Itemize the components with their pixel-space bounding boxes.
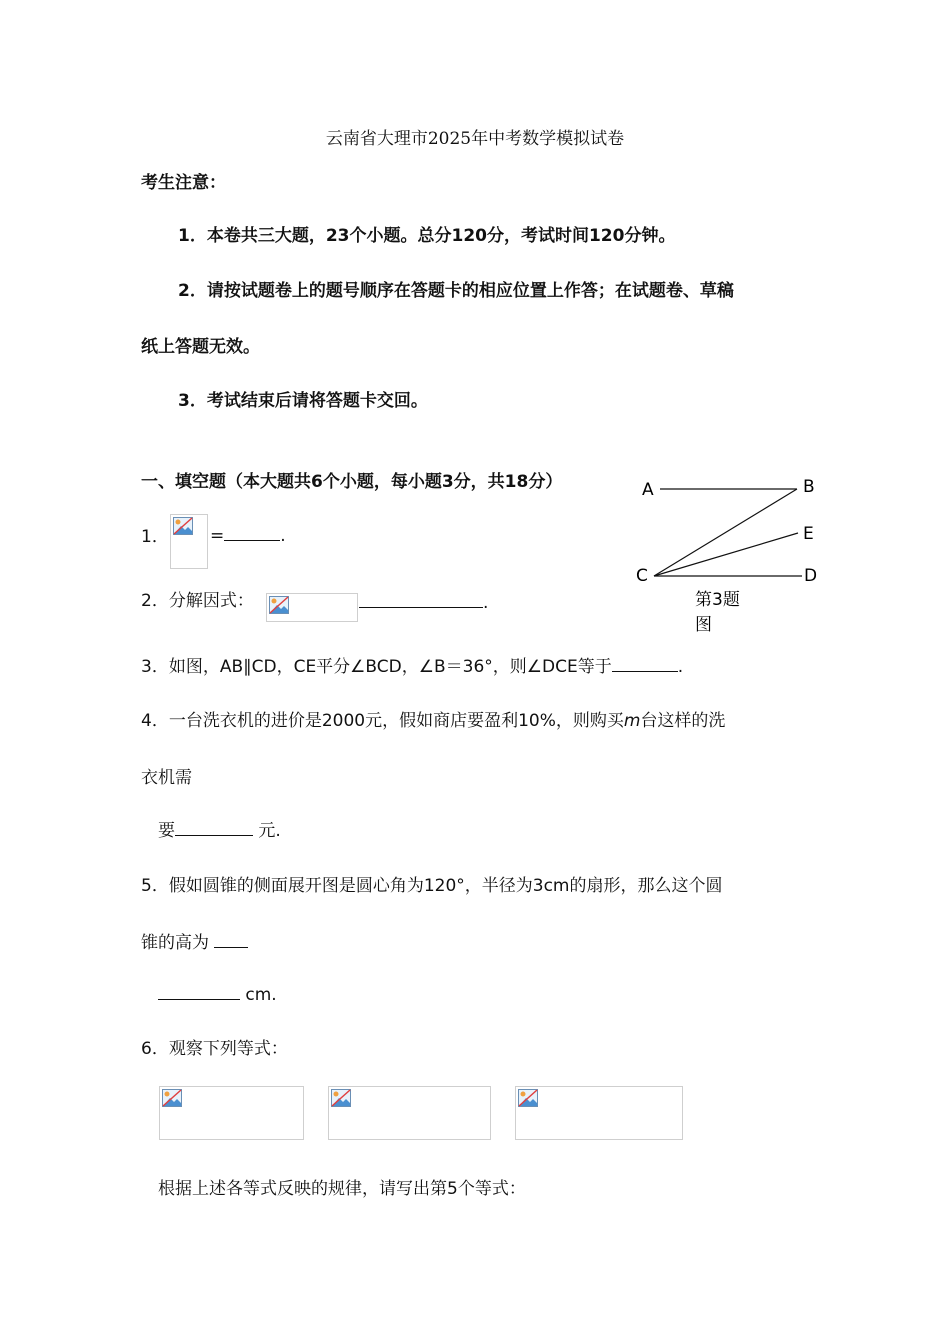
broken-image-icon [518,1089,538,1107]
section-1-heading: 一、填空题（本大题共6个小题，每小题3分，共18分） [141,472,563,492]
broken-image-icon [331,1089,351,1107]
question-5-answer-blank-b [158,981,240,1000]
question-3-text: 3．如图，AB∥CD，CE平分∠BCD，∠B＝36°，则∠DCE等于 . [141,652,683,677]
question-1-answer-blank [224,522,280,541]
label-b: B [803,477,815,497]
label-e: E [803,524,814,544]
notice-item-1: 1．本卷共三大题，23个小题。总分120分，考试时间120分钟。 [178,226,676,246]
figure-caption-line-1: 第3题 [695,590,740,610]
question-5-line-1: 5．假如圆锥的侧面展开图是圆心角为120°，半径为3cm的扇形，那么这个圆 [141,876,723,896]
notice-heading: 考生注意： [141,173,226,193]
question-5-line-3: cm. [158,981,277,1005]
question-4-line-3: 要 元. [158,816,281,841]
question-3-answer-blank [612,653,678,672]
line-ce [654,533,798,576]
question-4-answer-blank [175,817,253,836]
label-a: A [642,480,654,500]
question-6-equation-image-3 [515,1086,683,1140]
label-d: D [804,566,818,586]
broken-image-icon [162,1089,182,1107]
question-2-text: 2．分解因式： [141,591,254,611]
page-title: 云南省大理市2025年中考数学模拟试卷 [325,129,625,149]
question-1-equals: = . [210,522,286,546]
question-6-equation-image-1 [159,1086,304,1140]
question-6-follow-text: 根据上述各等式反映的规律，请写出第5个等式： [158,1179,526,1199]
notice-item-3: 3．考试结束后请将答题卡交回。 [178,391,428,411]
broken-image-icon [173,517,193,535]
question-6-equation-image-2 [328,1086,491,1140]
question-4-line-1: 4．一台洗衣机的进价是2000元，假如商店要盈利10%，则购买m台这样的洗 [141,711,726,731]
question-6-text: 6．观察下列等式： [141,1039,288,1059]
figure-caption-line-2: 图 [695,615,712,635]
question-2-blank-row: . [359,589,488,613]
label-c: C [636,566,648,586]
question-1-number: 1． [141,527,169,547]
question-5-answer-blank-a [214,929,248,948]
question-2-formula-image [266,593,358,622]
notice-item-2-line-2: 纸上答题无效。 [141,337,260,357]
question-3-figure [630,470,830,640]
question-4-line-2: 衣机需 [141,768,192,788]
line-cb [654,489,797,576]
question-2-answer-blank [359,589,483,608]
notice-item-2-line-1: 2．请按试题卷上的题号顺序在答题卡的相应位置上作答；在试题卷、草稿 [178,281,734,301]
question-1-formula-image [170,514,208,569]
broken-image-icon [269,596,289,614]
question-5-line-2: 锥的高为 [141,928,248,953]
